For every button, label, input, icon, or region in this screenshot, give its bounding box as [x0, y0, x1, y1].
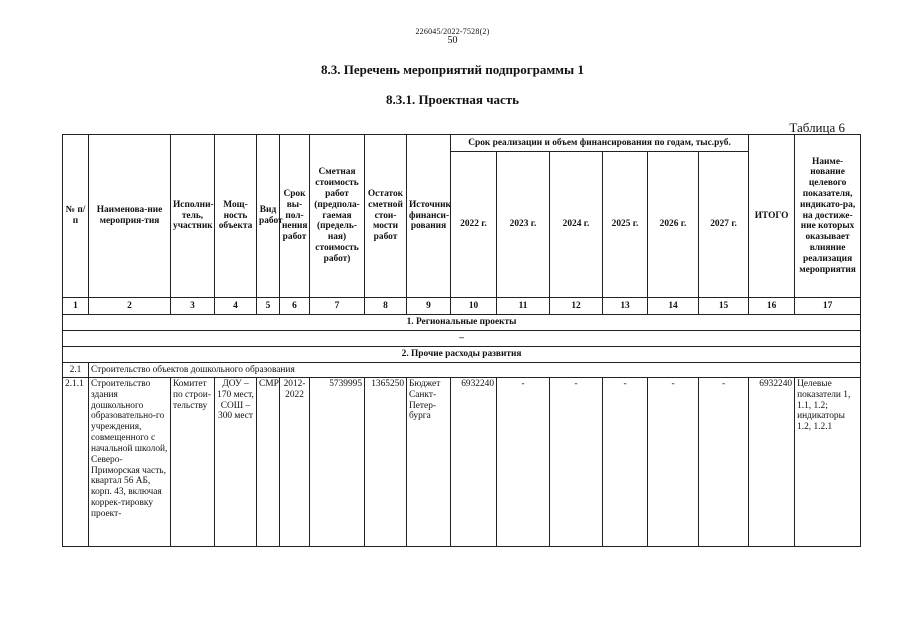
row-estimate: 5739995: [310, 378, 365, 547]
colnum: 3: [171, 298, 215, 315]
section-other-expenses: 2. Прочие расходы развития: [63, 347, 861, 363]
colnum: 14: [648, 298, 699, 315]
page-number: 50: [447, 35, 458, 46]
row-2025: -: [603, 378, 648, 547]
column-numbers-row: [63, 298, 861, 315]
header-work-type: Вид работ: [257, 135, 280, 298]
row-remaining: 1365250: [365, 378, 407, 547]
row-total: 6932240: [749, 378, 795, 547]
header-remaining: Остаток сметной стои-мости работ: [365, 135, 407, 298]
row-2024: -: [550, 378, 603, 547]
table-caption: Таблица 6: [789, 120, 845, 135]
colnum: 6: [280, 298, 310, 315]
section-row-regional: [63, 315, 861, 331]
subsection-title: Строительство объектов дошкольного образования: [89, 363, 861, 378]
subsection-number: 2.1: [63, 363, 89, 378]
colnum: 12: [550, 298, 603, 315]
header-year-2022: 2022 г.: [451, 152, 497, 298]
row-work-type: СМР: [257, 378, 280, 547]
row-2023: -: [497, 378, 550, 547]
subsection-row: [63, 363, 861, 378]
header-period-group: Срок реализации и объем финансирования по годам, тыс.руб.: [451, 135, 749, 152]
subsection-title: 8.3.1. Проектная часть: [385, 92, 520, 107]
header-year-2025: 2025 г.: [603, 152, 648, 298]
table-row: [63, 378, 861, 547]
header-total: ИТОГО: [749, 135, 795, 298]
colnum: 4: [215, 298, 257, 315]
row-2022: 6932240: [451, 378, 497, 547]
header-source: Источник финанси-рования: [407, 135, 451, 298]
row-term: 2012-2022: [280, 378, 310, 547]
header-name: Наименова-ние мероприя-тия: [89, 135, 171, 298]
colnum: 10: [451, 298, 497, 315]
colnum: 13: [603, 298, 648, 315]
section-row-dash: [63, 331, 861, 347]
colnum: 8: [365, 298, 407, 315]
row-capacity: ДОУ – 170 мест, СОШ – 300 мест: [215, 378, 257, 547]
row-2027: -: [699, 378, 749, 547]
header-n: № п/п: [63, 135, 89, 298]
colnum: 16: [749, 298, 795, 315]
document-number: 226045/2022-7528(2): [415, 27, 490, 36]
header-term: Срок вы-пол-нения работ: [280, 135, 310, 298]
header-year-2023: 2023 г.: [497, 152, 550, 298]
measures-table: [62, 134, 861, 547]
row-2026: -: [648, 378, 699, 547]
header-year-2026: 2026 г.: [648, 152, 699, 298]
colnum: 2: [89, 298, 171, 315]
header-year-2024: 2024 г.: [550, 152, 603, 298]
colnum: 17: [795, 298, 861, 315]
row-name: Строительство здания дошкольного образовательно-го учреждения, совмещенного с начальной школой, Северо-Приморская часть, квартал 56 АБ, корп. 43, включая коррек-тировку проект-: [89, 378, 171, 547]
row-source: Бюджет Санкт-Петер-бурга: [407, 378, 451, 547]
colnum: 1: [63, 298, 89, 315]
section-row-other: [63, 347, 861, 363]
row-indicator: Целевые показатели 1, 1.1, 1.2; индикаторы 1.2, 1.2.1: [795, 378, 861, 547]
row-number: 2.1.1: [63, 378, 89, 547]
row-executor: Комитет по строи-тельству: [171, 378, 215, 547]
header-indicator: Наиме-нование целевого показателя, индикато-ра, на достиже-ние которых оказывает влияние реализация мероприятия: [795, 135, 861, 298]
header-capacity: Мощ-ность объекта: [215, 135, 257, 298]
header-year-2027: 2027 г.: [699, 152, 749, 298]
header-executor: Исполни-тель, участник: [171, 135, 215, 298]
colnum: 5: [257, 298, 280, 315]
colnum: 9: [407, 298, 451, 315]
colnum: 11: [497, 298, 550, 315]
colnum: 15: [699, 298, 749, 315]
section-title: 8.3. Перечень мероприятий подпрограммы 1: [321, 62, 584, 77]
colnum: 7: [310, 298, 365, 315]
header-estimate: Сметная стоимость работ (предпола-гаемая (предель-ная) стоимость работ): [310, 135, 365, 298]
section-empty-dash: –: [63, 331, 861, 347]
header-row: [63, 135, 861, 152]
section-regional-projects: 1. Региональные проекты: [63, 315, 861, 331]
